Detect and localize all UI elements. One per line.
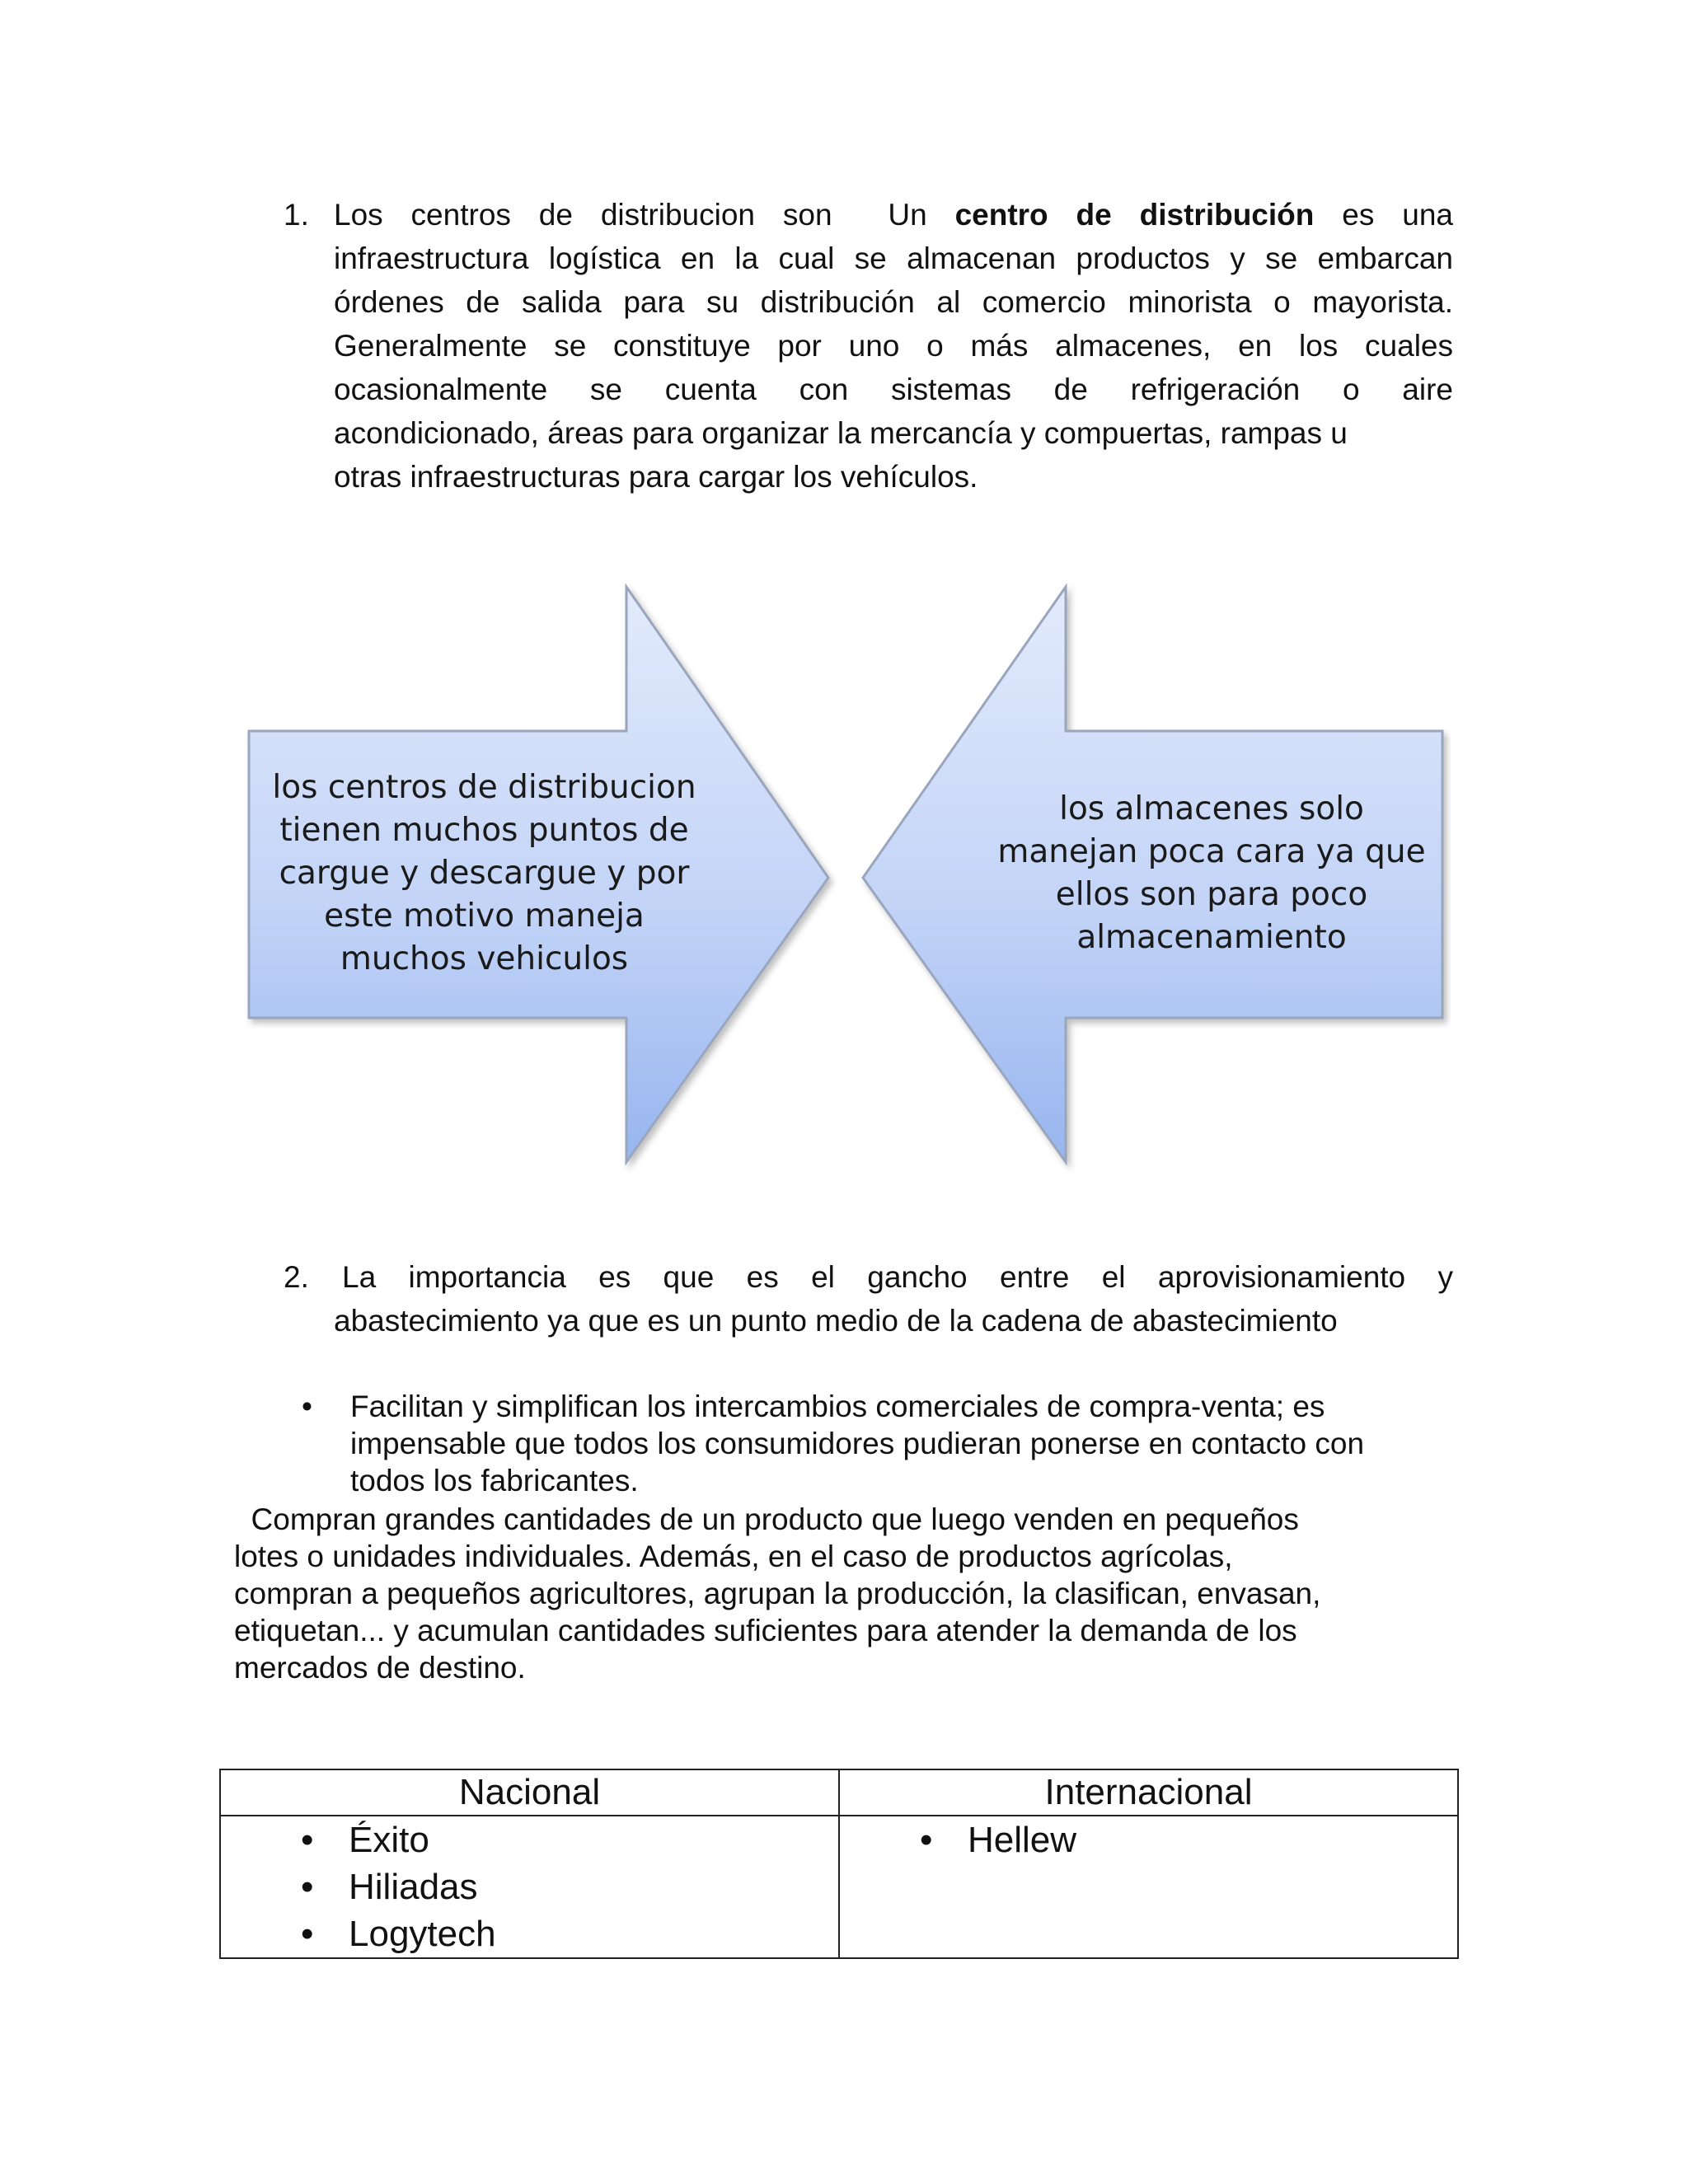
table-row	[220, 1816, 1458, 1958]
item-1-term: centro de distribución	[954, 198, 1315, 232]
item-2-line-0: La importancia es que es el gancho entre el aprovisionamiento y	[342, 1260, 1453, 1294]
item-1-line-0: es una	[1314, 198, 1453, 232]
body-paragraph	[234, 1501, 1470, 1686]
arrows-diagram	[239, 577, 1451, 1179]
right-arrow-line: almacenamiento	[1076, 919, 1347, 956]
cell-nacional	[220, 1816, 839, 1958]
bullet-line-1: impensable que todos los consumidores pudieran ponerse en contacto con	[350, 1427, 1365, 1460]
right-arrow-line: ellos son para poco	[1055, 876, 1368, 913]
left-arrow-line: cargue y descargue y por	[279, 855, 690, 892]
item-1-intro: Los centros de distribucion son Un	[334, 198, 955, 232]
left-arrow-line: los centros de distribucion	[272, 769, 696, 806]
item-1-number: 1.	[284, 198, 309, 232]
right-arrow-text	[981, 788, 1442, 959]
item-1-line-2: órdenes de salida para su distribución al comercio minorista o mayorista.	[334, 285, 1453, 319]
item-1-line-4: ocasionalmente se cuenta con sistemas de refrigeración o aire	[334, 373, 1453, 406]
right-arrow-line: los almacenes solo	[1059, 790, 1364, 827]
item-1-line-1: infraestructura logística en la cual se almacenan productos y se embarcan	[334, 241, 1453, 275]
item-2-number: 2.	[284, 1260, 309, 1294]
left-arrow-line: tienen muchos puntos de	[279, 812, 689, 849]
list-item: • Hiliadas	[349, 1863, 838, 1910]
right-arrow-line: manejan poca cara ya que	[997, 833, 1426, 870]
header-internacional: Internacional	[839, 1769, 1458, 1816]
list-item: • Hellew	[968, 1816, 1457, 1863]
nacional-list	[221, 1816, 838, 1957]
cell-internacional	[839, 1816, 1458, 1958]
list-item: • Logytech	[349, 1910, 838, 1957]
item-2-line-1: abastecimiento ya que es un punto medio de la cadena de abastecimiento	[334, 1304, 1338, 1338]
left-arrow-text	[256, 766, 713, 981]
paragraph-line-0: Compran grandes cantidades de un producto que luego venden en pequeños	[234, 1502, 1299, 1536]
left-arrow-line: este motivo maneja	[324, 898, 645, 935]
distribution-centers-table	[219, 1769, 1459, 1959]
item-1-line-5: acondicionado, áreas para organizar la mercancía y compuertas, rampas u	[334, 416, 1348, 450]
bullet-text	[350, 1388, 1459, 1499]
bullet-dot: •	[302, 1390, 312, 1423]
paragraph-line-3: etiquetan... y acumulan cantidades suficientes para atender la demanda de los	[234, 1614, 1297, 1647]
left-arrow-line: muchos vehiculos	[340, 940, 629, 977]
item-1-text	[334, 193, 1453, 499]
internacional-list	[840, 1816, 1457, 1863]
item-1-line-3: Generalmente se constituye por uno o más almacenes, en los cuales	[334, 329, 1453, 363]
paragraph-line-1: lotes o unidades individuales. Además, en el caso de productos agrícolas,	[234, 1540, 1233, 1573]
paragraph-line-2: compran a pequeños agricultores, agrupan la producción, la clasifican, envasan,	[234, 1577, 1321, 1610]
bullet-line-2: todos los fabricantes.	[350, 1464, 639, 1497]
list-item: • Éxito	[349, 1816, 838, 1863]
bullet-line-0: Facilitan y simplifican los intercambios comerciales de compra-venta; es	[350, 1390, 1325, 1423]
item-2-text	[334, 1255, 1453, 1343]
table-header-row	[220, 1769, 1458, 1816]
header-nacional: Nacional	[220, 1769, 839, 1816]
item-1-first-line	[334, 193, 1453, 237]
item-1-line-6: otras infraestructuras para cargar los vehículos.	[334, 460, 978, 494]
paragraph-line-4: mercados de destino.	[234, 1651, 526, 1685]
